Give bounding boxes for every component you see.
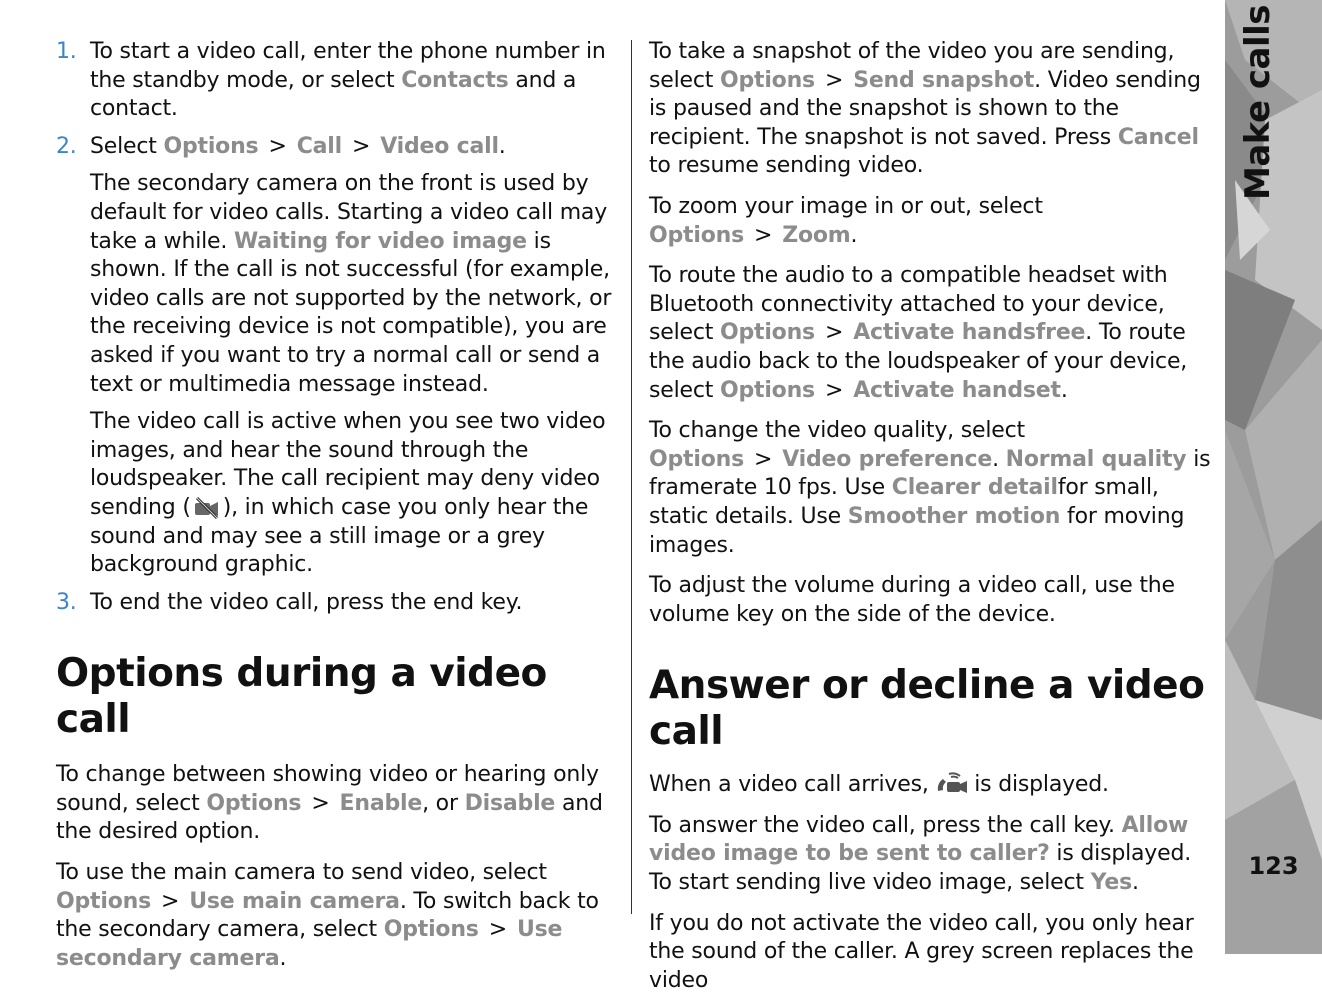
paragraph-enable-disable: To change between showing video or hearing only sound, select Options > Enable, or Disable and the desired option. — [56, 762, 603, 845]
menu-video-preference: Video preference — [782, 446, 993, 472]
menu-send-snapshot: Send snapshot — [853, 67, 1035, 93]
paragraph-video-quality: To change the video quality, select Options > Video preference. Normal quality is framerate 10 fps. Use Clearer detailfor small, static details. Use Smoother motion for moving images. — [649, 418, 1211, 558]
paragraph-audio-route: To route the audio to a compatible headset with Bluetooth connectivity attached to your device, select Options > Activate handsfree. To route the audio back to the loudspeaker of your device, select Options > Activate handset. — [649, 263, 1188, 403]
page-number: 123 — [1248, 852, 1299, 880]
step-detail-camera: The secondary camera on the front is used by default for video calls. Starting a video call may take a while. Waiting for video image is shown. If the call is not successful (for example, video calls are not supported by the network, or the receiving device is not compatible), you are asked if you want to try a normal call or send a text or multimedia message instead. — [90, 171, 612, 397]
column-divider — [631, 40, 632, 914]
menu-separator: > — [351, 133, 371, 159]
heading-options-during-video-call: Options during a video call — [56, 651, 547, 743]
section-title: Make calls — [1238, 4, 1278, 200]
menu-zoom: Zoom — [782, 222, 851, 248]
right-column — [649, 38, 1214, 1007]
paragraph-answer: To answer the video call, press the call key. Allow video image to be sent to caller? is displayed. To start sending live video image, select Yes. — [649, 812, 1192, 896]
menu-separator: > — [753, 446, 773, 472]
step-2 — [56, 133, 618, 580]
menu-options: Options — [649, 222, 744, 248]
step-3 — [56, 589, 618, 618]
step-number: 1. — [56, 39, 77, 64]
menu-options: Options — [649, 446, 744, 472]
step-detail-active: The video call is active when you see two video images, and hear the sound through the loudspeaker. The call recipient may deny video sending ( ), in which case you only hear the sound and may see a still image or a grey background graphic. — [90, 409, 606, 578]
menu-separator: > — [268, 133, 287, 159]
step-text: Select Options > Call > Video call. — [90, 133, 506, 159]
menu-options: Options — [383, 917, 479, 943]
menu-separator: > — [488, 917, 507, 943]
step-text: To start a video call, enter the phone number in the standby mode, or select Contacts and a contact. — [90, 39, 606, 122]
status-waiting-for-video-image: Waiting for video image — [233, 228, 527, 254]
step-number: 2. — [56, 133, 77, 159]
menu-cancel: Cancel — [1117, 124, 1199, 150]
menu-use-secondary-camera: Use secondary camera — [56, 917, 563, 971]
menu-call: Call — [296, 133, 342, 159]
menu-options: Options — [719, 67, 815, 93]
menu-activate-handset: Activate handset — [853, 377, 1061, 403]
option-yes: Yes — [1090, 870, 1132, 896]
menu-use-main-camera: Use main camera — [189, 888, 400, 914]
menu-separator: > — [311, 790, 330, 816]
option-normal-quality: Normal quality — [1005, 446, 1187, 472]
video-call-steps — [56, 38, 618, 617]
menu-options: Options — [206, 790, 302, 816]
menu-options: Options — [719, 320, 815, 346]
paragraph-video-call-arrives: When a video call arrives, is displayed. — [649, 772, 1109, 798]
menu-activate-handsfree: Activate handsfree — [853, 320, 1086, 346]
menu-enable: Enable — [339, 790, 423, 816]
paragraph-snapshot: To take a snapshot of the video you are sending, select Options > Send snapshot. Video sending is paused and the snapshot is shown to the recipient. The snapshot is not saved. Press Cancel to resume sending video. — [649, 39, 1201, 179]
menu-separator: > — [824, 377, 844, 403]
menu-separator: > — [824, 67, 844, 93]
paragraph-not-activated: If you do not activate the video call, you only hear the sound of the caller. A grey screen replaces the video — [649, 910, 1194, 993]
menu-separator: > — [753, 222, 773, 248]
left-column — [56, 38, 618, 985]
paragraph-zoom: To zoom your image in or out, select Options > Zoom. — [649, 193, 1043, 248]
option-smoother-motion: Smoother motion — [847, 503, 1061, 529]
paragraph-volume: To adjust the volume during a video call, use the volume key on the side of the device. — [649, 573, 1175, 627]
menu-separator: > — [160, 888, 180, 914]
step-text: To end the video call, press the end key. — [90, 589, 523, 615]
incoming-video-call-icon — [935, 771, 967, 797]
menu-options: Options — [163, 133, 259, 159]
prompt-allow-video-image: Allow video image to be sent to caller? — [649, 812, 1189, 867]
step-1 — [56, 38, 618, 124]
heading-answer-decline-video-call: Answer or decline a video call — [649, 663, 1205, 755]
step-number: 3. — [56, 589, 77, 615]
menu-disable: Disable — [464, 790, 556, 816]
paragraph-main-camera: To use the main camera to send video, select Options > Use main camera. To switch back to the secondary camera, select Options > Use secondary camera. — [56, 860, 599, 971]
menu-options: Options — [56, 888, 151, 914]
video-sending-denied-icon — [191, 494, 223, 520]
menu-video-call: Video call — [380, 133, 499, 159]
option-clearer-detail: Clearer detail — [891, 475, 1058, 501]
menu-options: Options — [719, 377, 815, 403]
menu-separator: > — [824, 320, 844, 346]
menu-contacts: Contacts — [401, 67, 509, 93]
